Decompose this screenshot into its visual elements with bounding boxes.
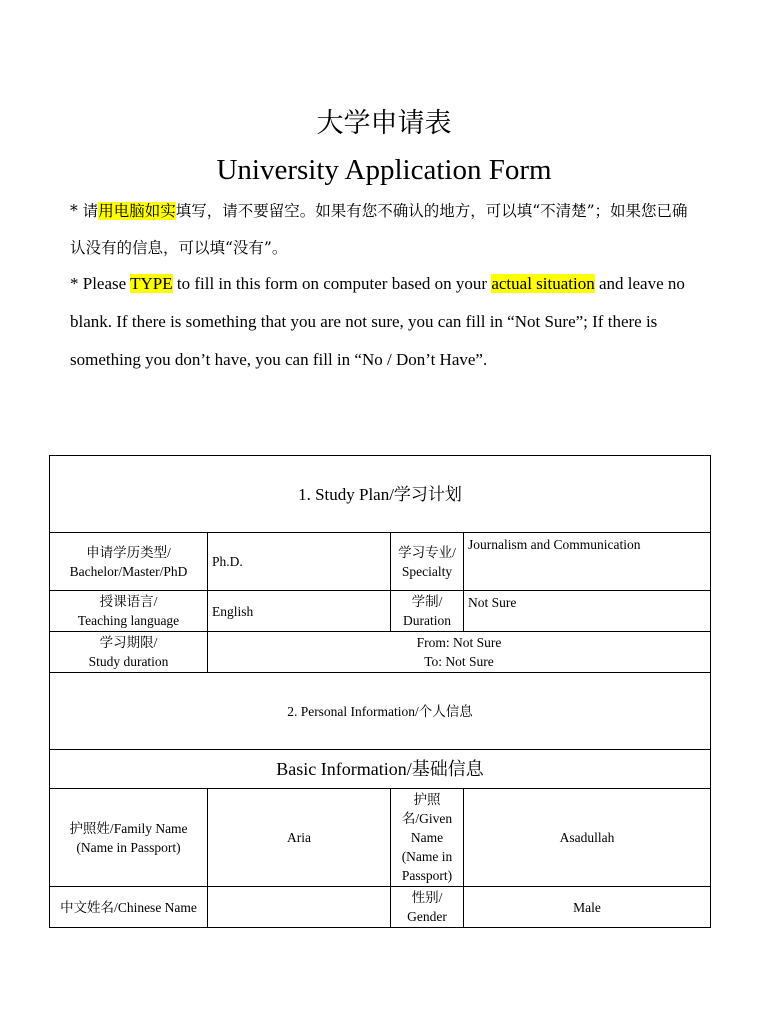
study-period-value: [208, 632, 711, 673]
chinese-name-field[interactable]: [208, 887, 391, 928]
instructions-en-part2: to fill in this form on computer based on your: [172, 274, 492, 293]
instructions-chinese: [70, 193, 698, 267]
given-name-label: 护照名/Given Name (Name in Passport): [391, 789, 464, 887]
duration-label: 学制/ Duration: [391, 591, 464, 632]
study-period-to-field[interactable]: To: Not Sure: [424, 654, 494, 669]
study-period-label: [50, 632, 208, 673]
language-label-cn: 授课语言/: [99, 594, 158, 609]
study-period-from-field[interactable]: From: Not Sure: [416, 635, 502, 650]
degree-label: [50, 533, 208, 591]
degree-label-cn: 申请学历类型/: [86, 544, 171, 560]
gender-field[interactable]: Male: [464, 887, 711, 928]
personal-info-heading: 2. Personal Information/个人信息: [50, 673, 711, 750]
personal-info-heading-row: [50, 673, 711, 750]
family-name-label: 护照姓/Family Name (Name in Passport): [50, 789, 208, 887]
page-title-english: University Application Form: [216, 154, 552, 186]
degree-label-en: Bachelor/Master/PhD: [69, 563, 188, 579]
basic-info-heading-row: [50, 750, 711, 789]
study-period-label-cn: 学习期限/: [99, 635, 158, 650]
specialty-value-field[interactable]: Journalism and Communication: [464, 533, 711, 591]
instructions-cn-prefix: * 请: [70, 202, 99, 220]
language-row: [50, 591, 711, 632]
study-period-label-en: Study duration: [88, 654, 169, 669]
instructions-cn-suffix: 填写，请不要留空。如果有您不确认的地方，可以填“不清楚”；如果您已确认没有的信息，可以填“没有”。: [70, 202, 688, 257]
gender-label: 性别/ Gender: [391, 887, 464, 928]
instructions-cn-highlight: 用电脑如实: [98, 202, 176, 220]
study-period-row: [50, 632, 711, 673]
instructions-en-part1: * Please: [70, 274, 131, 293]
degree-row: [50, 533, 711, 591]
language-label-en: Teaching language: [77, 613, 180, 628]
chinese-name-gender-row: [50, 887, 711, 928]
language-value-field[interactable]: English: [208, 591, 391, 632]
study-plan-heading-row: [50, 456, 711, 533]
basic-info-heading: Basic Information/基础信息: [50, 750, 711, 789]
instructions-english: [70, 265, 698, 379]
specialty-label: 学习专业/ Specialty: [391, 533, 464, 591]
name-row: [50, 789, 711, 887]
instructions-en-highlight-actual: actual situation: [491, 274, 595, 293]
family-name-field[interactable]: Aria: [208, 789, 391, 887]
chinese-name-label: 中文姓名/Chinese Name: [50, 887, 208, 928]
instructions-en-part3: and leave no blank. If there is something that you are not sure, you can fill in “Not Sure”; If there is something you don’t have, you can fill in “No / Don’t Have”.: [70, 274, 685, 369]
language-label: [50, 591, 208, 632]
duration-value-field[interactable]: Not Sure: [464, 591, 711, 632]
study-plan-heading: 1. Study Plan/学习计划: [50, 456, 711, 533]
instructions-en-highlight-type: TYPE: [130, 274, 173, 293]
degree-value-field[interactable]: Ph.D.: [208, 533, 391, 591]
given-name-field[interactable]: Asadullah: [464, 789, 711, 887]
application-form-table: [49, 455, 711, 928]
page-title-chinese: 大学申请表: [316, 108, 452, 139]
